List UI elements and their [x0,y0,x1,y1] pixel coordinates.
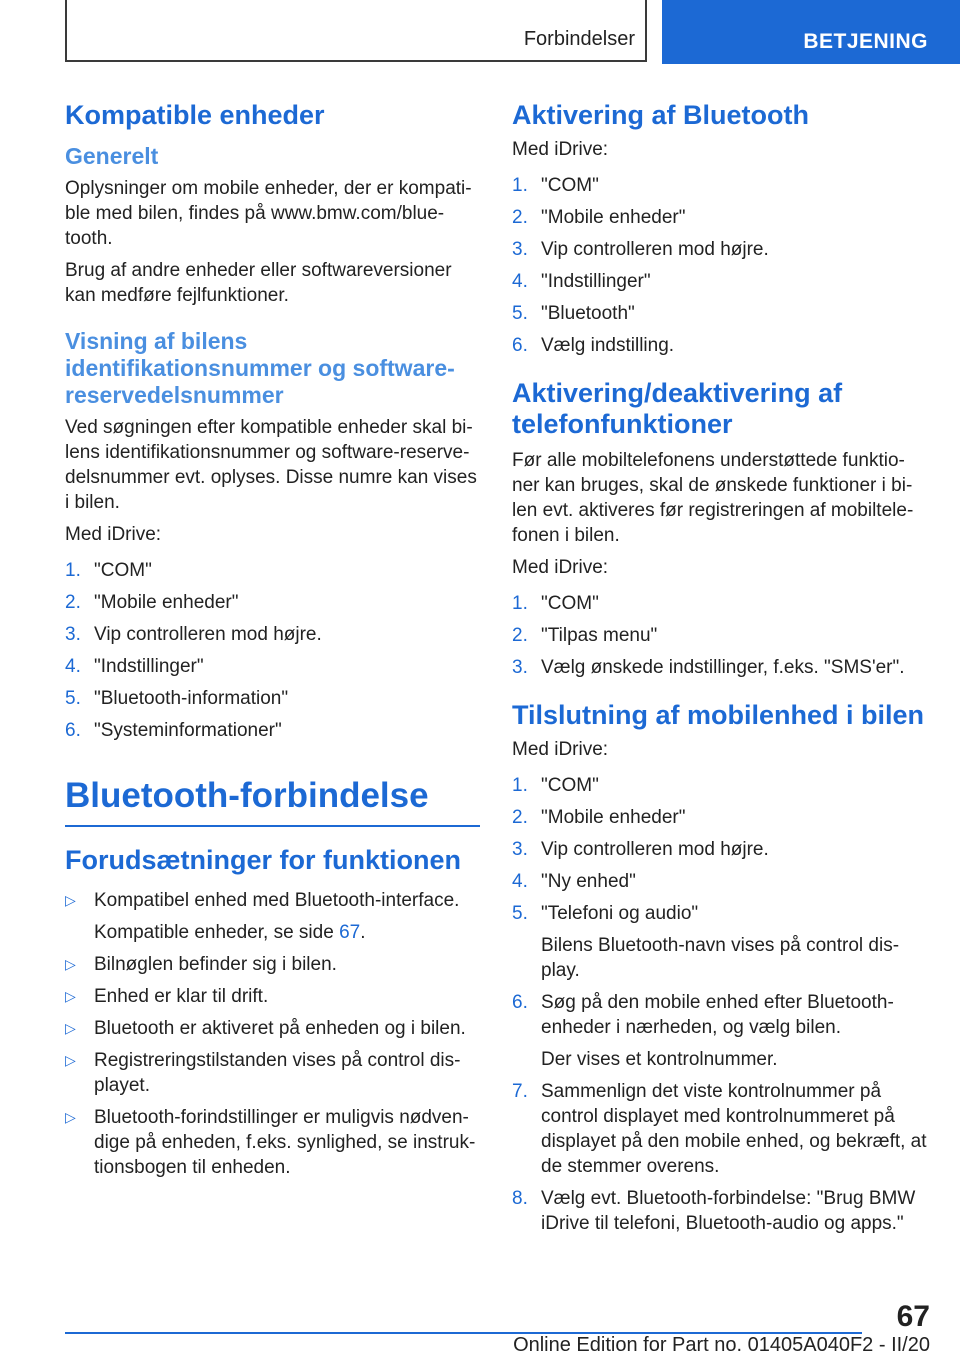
step-number: 2. [65,592,81,613]
step-number: 4. [65,656,81,677]
step-number: 7. [512,1081,528,1102]
list-item [512,869,932,894]
list-item [512,269,932,294]
step-text: Vip controlleren mod højre. [541,239,769,260]
step-text: "Telefoni og audio" [541,903,699,924]
step-text: Søg på den mobile enhed efter Bluetooth-enheder i nærheden, og vælg bilen. [541,992,894,1038]
vin-paragraph: Ved søgningen efter kompatible enheder skal bi-lens identifikationsnummer og software-reserve-delsnummer evt. oplyses. Disse numre kan vises i bilen. [65,417,477,513]
left-column [65,100,480,1190]
general-paragraph-2: Brug af andre enheder eller softwareversioner kan medføre fejlfunktioner. [65,260,452,306]
requirement-text: Bluetooth er aktiveret på enheden og i bilen. [94,1018,466,1039]
requirement-text: Registreringstilstanden vises på control dis-playet. [94,1050,461,1096]
step-number: 1. [512,775,528,796]
list-item [512,1079,932,1179]
step-number: 6. [65,720,81,741]
vin-idrive-label: Med iDrive: [65,524,162,545]
heading-connect-mobile: Tilslutning af mobilenhed i bilen [512,700,925,730]
step-text: "Mobile enheder" [94,592,239,613]
list-item [512,301,932,326]
step-text: Vælg ønskede indstillinger, f.eks. "SMS'er". [541,657,905,678]
triangle-bullet-icon: ▷ [65,1109,76,1125]
requirement-text: Kompatibel enhed med Bluetooth-interface. [94,890,460,911]
list-item [65,558,480,583]
step-number: 6. [512,992,528,1013]
step-number: 3. [512,239,528,260]
list-item [512,1186,932,1236]
step-number: 3. [65,624,81,645]
step-text: Vælg evt. Bluetooth-forbindelse: "Brug BMW iDrive til telefoni, Bluetooth-audio og apps." [541,1188,916,1234]
list-item [65,984,480,1009]
page-number: 67 [896,1300,930,1333]
step-text: "COM" [94,560,152,581]
step-text: Sammenlign det viste kontrolnummer på control displayet med kontrolnummeret på displayet på den mobile enhed, og bekræft, at de stemmer overens. [541,1081,927,1177]
triangle-bullet-icon: ▷ [65,956,76,972]
triangle-bullet-icon: ▷ [65,988,76,1004]
telephone-paragraph: Før alle mobiltelefonens understøttede funktio-ner kan bruges, skal de ønskede funktioner i bi-len evt. aktiveres før registreringen af mobiltele-fonen i bilen. [512,450,914,546]
list-item [65,1105,480,1180]
telephone-steps-list [512,591,932,680]
list-item [65,888,480,945]
step-number: 5. [512,903,528,924]
list-item [65,654,480,679]
list-item [512,173,932,198]
page-reference-link[interactable]: 67 [339,922,361,943]
list-item [512,837,932,862]
list-item [512,655,932,680]
step-text: "COM" [541,593,599,614]
step-text: "COM" [541,775,599,796]
right-column [512,100,932,1246]
activate-steps-list [512,173,932,358]
step-text: "Systeminformationer" [94,720,282,741]
header-chapter-tab: BETJENING [662,0,960,64]
heading-bluetooth-connection: Bluetooth-forbindelse [65,775,480,827]
step-number: 1. [512,175,528,196]
heading-vin-display: Visning af bilens identifikationsnummer og software-reservedelsnummer [65,328,455,408]
list-item [65,590,480,615]
step-text: "COM" [541,175,599,196]
step-text: "Tilpas menu" [541,625,658,646]
connect-idrive-label: Med iDrive: [512,739,609,760]
heading-activate-bluetooth: Aktivering af Bluetooth [512,100,810,130]
step-text: Vip controlleren mod højre. [541,839,769,860]
step-number: 2. [512,625,528,646]
step-number: 2. [512,807,528,828]
step-subtext: Der vises et kontrolnummer. [541,1049,778,1070]
telephone-idrive-label: Med iDrive: [512,557,609,578]
step-number: 2. [512,207,528,228]
step-number: 3. [512,839,528,860]
requirement-text: Enhed er klar til drift. [94,986,269,1007]
connect-steps-list [512,773,932,1236]
step-number: 4. [512,871,528,892]
triangle-bullet-icon: ▷ [65,1020,76,1036]
requirement-text: Bilnøglen befinder sig i bilen. [94,954,337,975]
step-text: "Ny enhed" [541,871,636,892]
step-number: 4. [512,271,528,292]
heading-telephone-functions: Aktivering/deaktivering af telefonfunktioner [512,378,843,439]
heading-compatible-devices: Kompatible enheder [65,100,325,130]
heading-general: Generelt [65,143,159,169]
triangle-bullet-icon: ▷ [65,1052,76,1068]
footer-edition-text: Online Edition for Part no. 01405A040F2 - II/20 [513,1334,930,1356]
step-text: "Indstillinger" [94,656,204,677]
list-item [512,623,932,648]
requirement-subtext: Kompatible enheder, se side 67. [94,922,366,943]
list-item [65,1048,480,1098]
step-number: 5. [512,303,528,324]
step-number: 5. [65,688,81,709]
step-text: "Indstillinger" [541,271,651,292]
step-number: 1. [65,560,81,581]
list-item [512,237,932,262]
requirement-text: Bluetooth-forindstillinger er muligvis nødven-dige på enheden, f.eks. synlighed, se instruk-tionsbogen til enheden. [94,1107,476,1178]
triangle-bullet-icon: ▷ [65,892,76,908]
vin-steps-list [65,558,480,743]
header-section-title: Forbindelser [523,28,635,50]
step-number: 3. [512,657,528,678]
list-item [512,805,932,830]
step-text: "Bluetooth" [541,303,635,324]
step-text: "Mobile enheder" [541,807,686,828]
list-item [512,901,932,983]
requirements-list [65,888,480,1180]
list-item [512,990,932,1072]
cross-ref-text: Kompatible enheder, se side [94,922,334,943]
step-number: 8. [512,1188,528,1209]
list-item [65,622,480,647]
list-item [512,205,932,230]
step-text: Vælg indstilling. [541,335,675,356]
list-item [512,773,932,798]
list-item [65,686,480,711]
list-item [512,591,932,616]
general-paragraph-1: Oplysninger om mobile enheder, der er kompati-ble med bilen, findes på www.bmw.com/blue-tooth. [65,178,472,249]
step-text: "Bluetooth-information" [94,688,289,709]
step-number: 1. [512,593,528,614]
step-number: 6. [512,335,528,356]
list-item [65,1016,480,1041]
step-text: Vip controlleren mod højre. [94,624,322,645]
list-item [65,952,480,977]
step-text: "Mobile enheder" [541,207,686,228]
heading-requirements: Forudsætninger for funktionen [65,845,461,875]
step-subtext: Bilens Bluetooth-navn vises på control dis-play. [541,935,900,981]
list-item [512,333,932,358]
activate-idrive-label: Med iDrive: [512,139,609,160]
list-item [65,718,480,743]
